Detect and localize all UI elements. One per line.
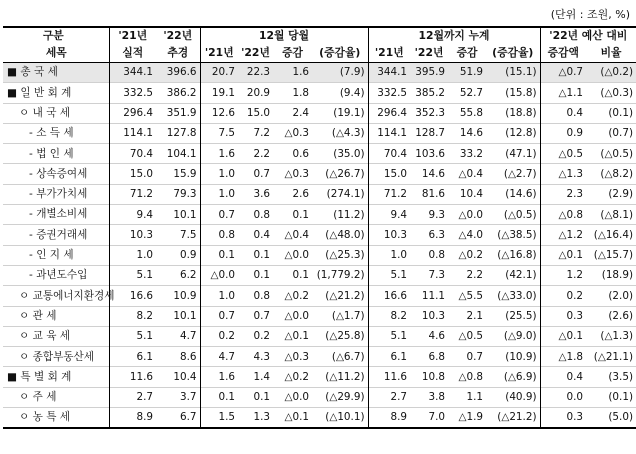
cell-value: 0.9: [540, 123, 586, 143]
cell-value: 7.3: [410, 265, 448, 285]
cell-value: 11.6: [109, 367, 156, 387]
header-dec-22: '22년: [238, 45, 273, 63]
cell-value: 6.2: [156, 265, 200, 285]
cell-value: △0.4: [448, 164, 486, 184]
cell-value: 0.1: [273, 265, 312, 285]
cell-value: 9.3: [410, 205, 448, 225]
cell-value: 0.8: [238, 286, 273, 306]
header-cum-21: '21년: [368, 45, 410, 63]
cell-value: 71.2: [368, 184, 410, 204]
header-21-actual-year: '21년: [109, 27, 156, 45]
cell-value: 3.6: [238, 184, 273, 204]
table-row: [3, 347, 636, 367]
cell-value: 0.1: [273, 205, 312, 225]
cell-value: △0.1: [273, 408, 312, 428]
cell-value: (△6.7): [312, 347, 368, 367]
table-row: [3, 225, 636, 245]
cell-value: 4.3: [238, 347, 273, 367]
cell-value: (47.1): [486, 144, 540, 164]
cell-value: 6.8: [410, 347, 448, 367]
unit-note: (단위 : 조원, %): [550, 8, 630, 21]
cell-value: (40.9): [486, 387, 540, 407]
cell-value: 1.0: [368, 245, 410, 265]
cell-value: 14.6: [448, 123, 486, 143]
cell-value: 1.8: [273, 83, 312, 103]
cell-value: 2.4: [273, 103, 312, 123]
cell-value: 1.0: [200, 286, 238, 306]
cell-value: 22.3: [238, 63, 273, 83]
cell-value: 1.2: [540, 265, 586, 285]
cell-value: 15.0: [368, 164, 410, 184]
cell-value: (△16.4): [586, 225, 636, 245]
cell-value: 0.4: [540, 103, 586, 123]
cell-value: 332.5: [368, 83, 410, 103]
cell-value: 20.9: [238, 83, 273, 103]
row-label: - 소 득 세: [3, 123, 109, 143]
row-label: ㅇ 종합부동산세: [3, 347, 109, 367]
header-gubun: 구분: [3, 27, 109, 45]
cell-value: 10.9: [156, 286, 200, 306]
cell-value: 15.9: [156, 164, 200, 184]
row-label: - 증권거래세: [3, 225, 109, 245]
cell-value: 0.2: [200, 326, 238, 346]
cell-value: 3.7: [156, 387, 200, 407]
cell-value: 12.6: [200, 103, 238, 123]
cell-value: 1.0: [200, 184, 238, 204]
cell-value: (1,779.2): [312, 265, 368, 285]
row-label: ㅇ 관 세: [3, 306, 109, 326]
cell-value: △0.5: [540, 144, 586, 164]
cell-value: △1.1: [540, 83, 586, 103]
cell-value: 0.8: [410, 245, 448, 265]
cell-value: (△38.5): [486, 225, 540, 245]
table-row: [3, 367, 636, 387]
cell-value: 2.3: [540, 184, 586, 204]
cell-value: △0.7: [540, 63, 586, 83]
cell-value: (0.1): [586, 387, 636, 407]
cell-value: 1.6: [273, 63, 312, 83]
cell-value: 0.8: [200, 225, 238, 245]
cell-value: 0.4: [238, 225, 273, 245]
cell-value: 10.3: [368, 225, 410, 245]
cell-value: 10.4: [156, 367, 200, 387]
row-label: ㅇ 주 세: [3, 387, 109, 407]
cell-value: 81.6: [410, 184, 448, 204]
cell-value: 5.1: [109, 326, 156, 346]
header-22-supp-year: '22년: [156, 27, 200, 45]
row-label: - 과년도수입: [3, 265, 109, 285]
table-row: [3, 326, 636, 346]
row-label: ㅇ 내 국 세: [3, 103, 109, 123]
cell-value: 0.7: [238, 306, 273, 326]
cell-value: △0.3: [273, 164, 312, 184]
row-label: - 법 인 세: [3, 144, 109, 164]
table-row: [3, 164, 636, 184]
cell-value: 14.6: [410, 164, 448, 184]
cell-value: 5.1: [368, 326, 410, 346]
cell-value: 114.1: [109, 123, 156, 143]
cell-value: △0.0: [448, 205, 486, 225]
cell-value: (△10.1): [312, 408, 368, 428]
cell-value: (2.6): [586, 306, 636, 326]
cell-value: 0.7: [200, 205, 238, 225]
cell-value: △0.2: [448, 245, 486, 265]
row-label: - 부가가치세: [3, 184, 109, 204]
table-row: [3, 184, 636, 204]
header-cum-rate: (증감율): [486, 45, 540, 63]
cell-value: (0.7): [586, 123, 636, 143]
cell-value: 0.4: [540, 367, 586, 387]
cell-value: 0.3: [540, 306, 586, 326]
header-dec-diff: 증감: [273, 45, 312, 63]
cell-value: 7.2: [238, 123, 273, 143]
cell-value: △1.9: [448, 408, 486, 428]
cell-value: (15.8): [486, 83, 540, 103]
cell-value: 0.1: [200, 387, 238, 407]
cell-value: (△1.7): [312, 306, 368, 326]
cell-value: 70.4: [109, 144, 156, 164]
cell-value: 16.6: [109, 286, 156, 306]
table-row: [3, 123, 636, 143]
cell-value: 2.1: [448, 306, 486, 326]
cell-value: △0.8: [448, 367, 486, 387]
cell-value: 8.2: [109, 306, 156, 326]
cell-value: 103.6: [410, 144, 448, 164]
cell-value: 11.6: [368, 367, 410, 387]
cell-value: △5.5: [448, 286, 486, 306]
cell-value: 1.3: [238, 408, 273, 428]
cell-value: △0.2: [273, 367, 312, 387]
cell-value: 2.7: [109, 387, 156, 407]
cell-value: (3.5): [586, 367, 636, 387]
cell-value: 20.7: [200, 63, 238, 83]
cell-value: △0.3: [273, 347, 312, 367]
cell-value: 1.4: [238, 367, 273, 387]
cell-value: 6.7: [156, 408, 200, 428]
cell-value: △0.1: [540, 245, 586, 265]
cell-value: 0.3: [540, 408, 586, 428]
row-label: ㅇ 농 특 세: [3, 408, 109, 428]
cell-value: 1.6: [200, 144, 238, 164]
cell-value: 352.3: [410, 103, 448, 123]
cell-value: 296.4: [368, 103, 410, 123]
cell-value: 2.7: [368, 387, 410, 407]
cell-value: 344.1: [109, 63, 156, 83]
cell-value: 10.4: [448, 184, 486, 204]
cell-value: 5.1: [368, 265, 410, 285]
cell-value: △0.0: [200, 265, 238, 285]
cell-value: 70.4: [368, 144, 410, 164]
table-row: [3, 265, 636, 285]
cell-value: 8.6: [156, 347, 200, 367]
cell-value: 79.3: [156, 184, 200, 204]
cell-value: 8.2: [368, 306, 410, 326]
header-group-dec: 12월 당월: [200, 27, 368, 45]
table-row: [3, 387, 636, 407]
cell-value: (△8.1): [586, 205, 636, 225]
cell-value: 332.5: [109, 83, 156, 103]
cell-value: △1.8: [540, 347, 586, 367]
cell-value: (5.0): [586, 408, 636, 428]
cell-value: △0.3: [273, 123, 312, 143]
cell-value: 6.1: [109, 347, 156, 367]
cell-value: (△0.3): [586, 83, 636, 103]
table-row: [3, 245, 636, 265]
tax-revenue-table: [3, 26, 636, 429]
cell-value: 395.9: [410, 63, 448, 83]
cell-value: (42.1): [486, 265, 540, 285]
cell-value: (12.8): [486, 123, 540, 143]
table-row: [3, 103, 636, 123]
cell-value: 4.6: [410, 326, 448, 346]
cell-value: 9.4: [368, 205, 410, 225]
cell-value: 8.9: [368, 408, 410, 428]
cell-value: △0.2: [273, 286, 312, 306]
header-dec-21: '21년: [200, 45, 238, 63]
header-cum-diff: 증감: [448, 45, 486, 63]
cell-value: (△4.3): [312, 123, 368, 143]
cell-value: 127.8: [156, 123, 200, 143]
cell-value: (△9.0): [486, 326, 540, 346]
cell-value: 52.7: [448, 83, 486, 103]
cell-value: 8.9: [109, 408, 156, 428]
cell-value: (7.9): [312, 63, 368, 83]
cell-value: △4.0: [448, 225, 486, 245]
cell-value: 0.2: [540, 286, 586, 306]
cell-value: △0.8: [540, 205, 586, 225]
cell-value: (△21.1): [586, 347, 636, 367]
cell-value: (△16.8): [486, 245, 540, 265]
cell-value: (△29.9): [312, 387, 368, 407]
cell-value: 0.1: [200, 245, 238, 265]
header-22-supp-label: 추경: [156, 45, 200, 63]
row-label: - 개별소비세: [3, 205, 109, 225]
cell-value: (△26.7): [312, 164, 368, 184]
cell-value: (2.9): [586, 184, 636, 204]
cell-value: 3.8: [410, 387, 448, 407]
cell-value: 386.2: [156, 83, 200, 103]
cell-value: (9.4): [312, 83, 368, 103]
cell-value: 1.6: [200, 367, 238, 387]
cell-value: 10.1: [156, 205, 200, 225]
cell-value: 396.6: [156, 63, 200, 83]
row-label: ■ 일 반 회 계: [3, 83, 109, 103]
cell-value: 0.8: [238, 205, 273, 225]
cell-value: 15.0: [238, 103, 273, 123]
cell-value: 4.7: [200, 347, 238, 367]
header-cum-22: '22년: [410, 45, 448, 63]
table-row: [3, 144, 636, 164]
row-label: ㅇ 교 육 세: [3, 326, 109, 346]
cell-value: (18.9): [586, 265, 636, 285]
header-21-actual-label: 실적: [109, 45, 156, 63]
cell-value: 0.7: [448, 347, 486, 367]
table-row: [3, 63, 636, 83]
cell-value: 5.1: [109, 265, 156, 285]
cell-value: 0.1: [238, 245, 273, 265]
cell-value: (△33.0): [486, 286, 540, 306]
cell-value: 33.2: [448, 144, 486, 164]
cell-value: (15.1): [486, 63, 540, 83]
cell-value: 10.3: [109, 225, 156, 245]
cell-value: (△25.3): [312, 245, 368, 265]
cell-value: 7.5: [156, 225, 200, 245]
cell-value: 7.5: [200, 123, 238, 143]
cell-value: △1.2: [540, 225, 586, 245]
row-label: ㅇ 교통에너지환경세: [3, 286, 109, 306]
cell-value: 296.4: [109, 103, 156, 123]
cell-value: 1.1: [448, 387, 486, 407]
cell-value: 0.0: [540, 387, 586, 407]
cell-value: (△15.7): [586, 245, 636, 265]
cell-value: (△0.5): [486, 205, 540, 225]
cell-value: 0.1: [238, 265, 273, 285]
cell-value: △0.1: [273, 326, 312, 346]
cell-value: 1.5: [200, 408, 238, 428]
header-dec-rate: (증감율): [312, 45, 368, 63]
cell-value: 2.2: [238, 144, 273, 164]
cell-value: △0.0: [273, 387, 312, 407]
cell-value: (35.0): [312, 144, 368, 164]
cell-value: 351.9: [156, 103, 200, 123]
cell-value: △0.5: [448, 326, 486, 346]
cell-value: 0.1: [238, 387, 273, 407]
cell-value: 344.1: [368, 63, 410, 83]
cell-value: 104.1: [156, 144, 200, 164]
table-row: [3, 286, 636, 306]
cell-value: (2.0): [586, 286, 636, 306]
cell-value: △0.4: [273, 225, 312, 245]
header-budget-amount: 증감액: [540, 45, 586, 63]
cell-value: (△6.9): [486, 367, 540, 387]
table-row: [3, 205, 636, 225]
cell-value: (△0.5): [586, 144, 636, 164]
cell-value: 7.0: [410, 408, 448, 428]
cell-value: (18.8): [486, 103, 540, 123]
row-label: - 상속증여세: [3, 164, 109, 184]
cell-value: 0.6: [273, 144, 312, 164]
cell-value: (△21.2): [312, 286, 368, 306]
cell-value: (△25.8): [312, 326, 368, 346]
header-budget-ratio: 비율: [586, 45, 636, 63]
cell-value: 114.1: [368, 123, 410, 143]
table-row: [3, 83, 636, 103]
cell-value: (11.2): [312, 205, 368, 225]
cell-value: 0.9: [156, 245, 200, 265]
cell-value: 128.7: [410, 123, 448, 143]
cell-value: 1.0: [109, 245, 156, 265]
header-group-budget: '22년 예산 대비: [540, 27, 636, 45]
cell-value: 19.1: [200, 83, 238, 103]
cell-value: 10.8: [410, 367, 448, 387]
cell-value: 1.0: [200, 164, 238, 184]
cell-value: 11.1: [410, 286, 448, 306]
cell-value: 2.6: [273, 184, 312, 204]
cell-value: (△8.2): [586, 164, 636, 184]
cell-value: (△0.2): [586, 63, 636, 83]
cell-value: △0.1: [540, 326, 586, 346]
cell-value: △0.0: [273, 306, 312, 326]
table-body: [3, 63, 636, 428]
cell-value: 6.3: [410, 225, 448, 245]
cell-value: 385.2: [410, 83, 448, 103]
cell-value: 2.2: [448, 265, 486, 285]
cell-value: 16.6: [368, 286, 410, 306]
cell-value: (△48.0): [312, 225, 368, 245]
header-group-cum: 12월까지 누계: [368, 27, 540, 45]
cell-value: (19.1): [312, 103, 368, 123]
cell-value: 4.7: [156, 326, 200, 346]
header-semok: 세목: [3, 45, 109, 63]
cell-value: 6.1: [368, 347, 410, 367]
cell-value: 0.7: [238, 164, 273, 184]
cell-value: 71.2: [109, 184, 156, 204]
cell-value: 10.3: [410, 306, 448, 326]
cell-value: (△1.3): [586, 326, 636, 346]
table-row: [3, 306, 636, 326]
cell-value: 55.8: [448, 103, 486, 123]
row-label: ■ 특 별 회 계: [3, 367, 109, 387]
cell-value: (25.5): [486, 306, 540, 326]
cell-value: 15.0: [109, 164, 156, 184]
row-label: ■ 총 국 세: [3, 63, 109, 83]
cell-value: 0.2: [238, 326, 273, 346]
cell-value: (△21.2): [486, 408, 540, 428]
cell-value: (△11.2): [312, 367, 368, 387]
row-label: - 인 지 세: [3, 245, 109, 265]
cell-value: △1.3: [540, 164, 586, 184]
cell-value: 9.4: [109, 205, 156, 225]
cell-value: (0.1): [586, 103, 636, 123]
table-row: [3, 408, 636, 428]
cell-value: 10.1: [156, 306, 200, 326]
cell-value: (10.9): [486, 347, 540, 367]
cell-value: 51.9: [448, 63, 486, 83]
cell-value: (14.6): [486, 184, 540, 204]
cell-value: 0.7: [200, 306, 238, 326]
cell-value: △0.0: [273, 245, 312, 265]
cell-value: (274.1): [312, 184, 368, 204]
cell-value: (△2.7): [486, 164, 540, 184]
